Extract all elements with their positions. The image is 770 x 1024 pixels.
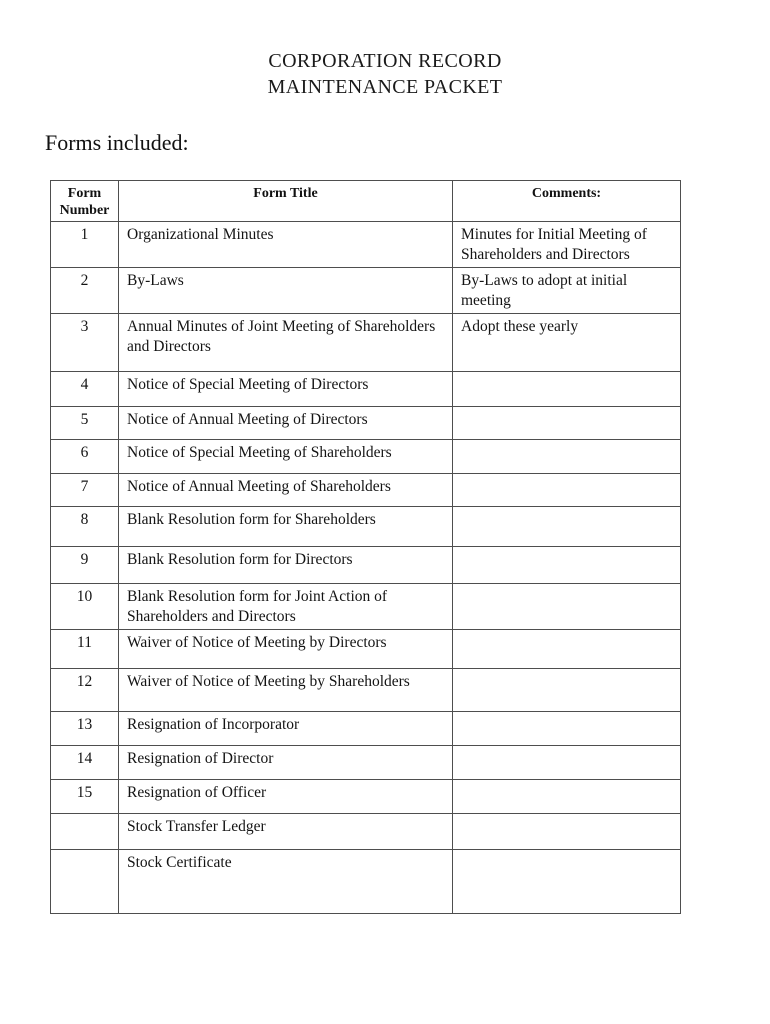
form-number-cell: 8 (51, 507, 119, 547)
column-header-form-number: Form Number (51, 181, 119, 222)
form-number-cell: 10 (51, 584, 119, 630)
form-number-cell: 5 (51, 407, 119, 440)
form-title-cell: Resignation of Officer (119, 780, 453, 814)
form-comments-cell (453, 814, 681, 850)
form-number-cell: 3 (51, 314, 119, 372)
form-comments-cell (453, 669, 681, 712)
form-title-cell: By-Laws (119, 268, 453, 314)
form-number-cell: 7 (51, 474, 119, 507)
form-comments-cell: Adopt these yearly (453, 314, 681, 372)
table-row (51, 547, 681, 584)
table-row (51, 407, 681, 440)
form-title-cell: Organizational Minutes (119, 222, 453, 268)
document-title (0, 0, 770, 100)
form-number-cell: 6 (51, 440, 119, 474)
column-header-comments: Comments: (453, 181, 681, 222)
form-comments-cell (453, 712, 681, 746)
form-comments-cell: Minutes for Initial Meeting of Shareholders and Directors (453, 222, 681, 268)
form-comments-cell (453, 630, 681, 669)
forms-included-heading: Forms included: (45, 130, 189, 155)
form-title-cell: Resignation of Incorporator (119, 712, 453, 746)
form-title-cell: Annual Minutes of Joint Meeting of Shareholders and Directors (119, 314, 453, 372)
table-row (51, 584, 681, 630)
form-title-cell: Waiver of Notice of Meeting by Directors (119, 630, 453, 669)
form-title-cell: Notice of Annual Meeting of Shareholders (119, 474, 453, 507)
table-row (51, 440, 681, 474)
form-title-cell: Blank Resolution form for Shareholders (119, 507, 453, 547)
form-comments-cell (453, 780, 681, 814)
form-comments-cell (453, 547, 681, 584)
form-title-cell: Stock Certificate (119, 850, 453, 914)
forms-table (50, 180, 681, 914)
form-number-cell: 9 (51, 547, 119, 584)
column-header-form-title: Form Title (119, 181, 453, 222)
form-number-cell (51, 850, 119, 914)
table-row (51, 669, 681, 712)
table-row (51, 507, 681, 547)
table-row (51, 222, 681, 268)
form-number-cell: 14 (51, 746, 119, 780)
form-number-cell: 1 (51, 222, 119, 268)
form-title-cell: Blank Resolution form for Directors (119, 547, 453, 584)
form-number-cell: 2 (51, 268, 119, 314)
form-comments-cell (453, 584, 681, 630)
form-comments-cell: By-Laws to adopt at initial meeting (453, 268, 681, 314)
table-row (51, 372, 681, 407)
form-number-cell: 11 (51, 630, 119, 669)
form-title-cell: Resignation of Director (119, 746, 453, 780)
form-comments-cell (453, 372, 681, 407)
form-number-cell: 15 (51, 780, 119, 814)
table-row (51, 268, 681, 314)
form-title-cell: Notice of Special Meeting of Directors (119, 372, 453, 407)
form-title-cell: Blank Resolution form for Joint Action of Shareholders and Directors (119, 584, 453, 630)
table-row (51, 630, 681, 669)
table-row (51, 474, 681, 507)
form-number-cell: 4 (51, 372, 119, 407)
form-number-cell: 13 (51, 712, 119, 746)
form-title-cell: Notice of Special Meeting of Shareholders (119, 440, 453, 474)
form-comments-cell (453, 507, 681, 547)
form-comments-cell (453, 474, 681, 507)
form-title-cell: Waiver of Notice of Meeting by Shareholders (119, 669, 453, 712)
form-number-cell (51, 814, 119, 850)
document-title-line2: MAINTENANCE PACKET (267, 76, 503, 98)
form-comments-cell (453, 746, 681, 780)
table-row (51, 746, 681, 780)
table-row (51, 780, 681, 814)
form-title-cell: Stock Transfer Ledger (119, 814, 453, 850)
table-row (51, 314, 681, 372)
form-number-cell: 12 (51, 669, 119, 712)
table-row (51, 712, 681, 746)
table-row (51, 850, 681, 914)
form-comments-cell (453, 407, 681, 440)
table-row (51, 814, 681, 850)
form-title-cell: Notice of Annual Meeting of Directors (119, 407, 453, 440)
form-comments-cell (453, 850, 681, 914)
table-header-row (51, 181, 681, 222)
forms-table-body (51, 222, 681, 914)
form-comments-cell (453, 440, 681, 474)
document-title-line1: CORPORATION RECORD (268, 50, 502, 72)
